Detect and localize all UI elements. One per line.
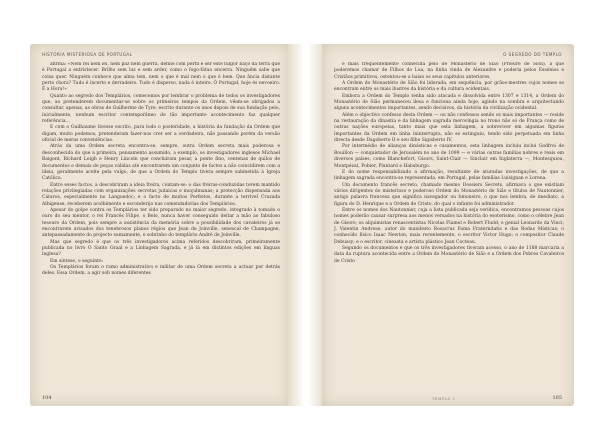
paragraph: E com o Guilhaume tivesse escrito, para todo o posteridade, a história da fundação da Ordem que digam, muito podemos, pretenderam fazer-nos crer ser a verdadeira, não passando porém da versão oficial de meras conveniências. (42, 125, 280, 144)
paragraph: Um documento francês secreto, chamado mesmo Dossiers Secrets, afirmava o que existiam vários dirigentes do misterioso e poderoso Ordem do Monastério de Sião e títulos de Nautonnier, antigo palavra francesa que significa navegador ou timoneiro, o que nos lembra, de imediato, a figura do D. Henrique e a Ordem de Cristo, do qual o infante foi administrador. (334, 182, 564, 207)
book-gutter (288, 44, 324, 406)
right-running-head: O SEGREDO DO TEMPLO (503, 52, 562, 57)
right-page (322, 44, 574, 406)
paragraph: A Ordem do Monastério de Sião foi liderada, em sequência, por grãos-mestres cujos nomes se encontram entre os mais ilustres da história e da cultura ocidentais. (334, 81, 564, 93)
paragraph: Por intermédio de alianças dinásticas e casamentos, esta linhagem incluiu inclui Godfroi de Bouillon — conquistador de Jerusalém no ano de 1099 — e várias outras famílias nobres e reais em diversos países, como Blanchefort, Gisors, Saint-Clair — Sinclair em Inglaterra —, Montesquiou, Montpézat, Pobier, Plantard e Habsburgo. (334, 144, 564, 169)
paragraph: Entre esses factos, a descobriram a ideia freira, contam-se: o das freiras-conduzidas terem mantido relações privilegiadas com organizações secretas judaicas e muçulmanas; a protecção dispensada aos Cátaros, especialmente no Languedoc; e o facto de muitos Perfeitos, durante a terrível Cruzada Albigense, receberem acolhimento e esconderijo nas comendadorias dos Templários. (42, 182, 280, 207)
left-running-head: HISTÓRIA MISTERIOSA DE PORTUGAL (42, 52, 133, 57)
paragraph: Atrás da uma Ordem secreta encontra-se, sempre, outra Ordem secreta mais poderosa e desconhecida do que a primeira, pensamento assumido, a exemplo, os investigadores ingleses Michael Baigent, Richard Leigh e Henry Lincoln que concluíram pesar, a ponte fino, centenas de quilos de documentos e demais de peças válidas até encontrarem um conjunto de factos a não coincidirem com a ideia, geralmente aceite pela vulgo, de que a Ordem do Templo tivera sempre submetida à Igreja Católica. (42, 144, 280, 182)
folio-mark: TEMPLO 2 (432, 397, 456, 401)
right-page-number: 105 (552, 395, 562, 401)
left-page-number: 104 (42, 395, 52, 401)
paragraph: Mas que segredo é que os três investigadores acima referidos descobriram, primeiramente publicada no livro O Santo Graal e a Linhagem Sagrada, e já lá em distintos edições em línguas inglesa? (42, 239, 280, 258)
paragraph: e mais frequentemente conhecida pelo de Monastério de Sião (Prieuré de Sion), a que poderemos chamar de Filhos do Lua, na linha vinda de Alexandre e poderia pelos Essénios e Cristãos primitivos, ostentou-se a baixo os seus capítulos anteriores. (334, 62, 564, 80)
paragraph: Embora a Ordem do Templo tenha sido atacada e dissolvida entre 1307 e 1314, a Ordem do Monastério de Sião permaneceu ilesa e funciona ainda hoje, agindo na sombra e arquitectando alguns acontecimentos importantes, sendo decisivos, da história da civilização ocidental. (334, 93, 564, 112)
right-page-text (334, 62, 564, 390)
paragraph: afirma: «Nem rei nem lei, nem paz nem guerra, define com perfil e ser este fulgor baço da terra que é Portugal a entristecer. Brilho sem luz e sem arder, como o fogo-fátuo encerra. Ninguém sabe que coisa quer. Ninguém conhece que alma tem, nem o que é mal nem o que é bem. Que ância distante perto chora? Tudo é incerto e derradeiro. Tudo é disperso, nada é inteiro. Ó Portugal, hoje és nevoeiro. É a Hora!» (42, 62, 280, 93)
paragraph: Entre os nomes dos Nautonnier, cuja a lista publicada seja verídica, encontramos pessoas cujos nomes poderão causar surpresa aos menos versados na história do esoterismo, como o célebre Jean de Gisors; os alquimistas renascentistas Nicolas Flamel e Robert Fludd; o genial Leonardo da Vinci; J. Valentin Andreae, autor do manifesto Rosacruz Fama Fraternitatis e das Bodas Místicas; o conhecido físico Isaac Newton; mais recentemente, o escritor Victor Hugo; o compositor Claude Debussy; e o escritor, cineasta e artista plástico Jean Cocteau. (334, 207, 564, 245)
paragraph: Os Templários foram o ramo administrativo e militar de uma Ordem secreta a actuar por detrás deles. Essa Ordem, a agir sob nomes diferentes (42, 265, 280, 277)
paragraph: Segundo os documentos e que os três investigadores tiveram acesso, o ano de 1188 marcaria a data da ruptura acontecida entre a Ordem do Monastério de Sião e a Ordem dos Pobres Cavaleiros de Cristo (334, 245, 564, 264)
paragraph: Em síntese, o seguinte: (50, 258, 104, 264)
paragraph: Quanto ao segredo dos Templários, comecemos por lembrar o problema de todos os investigadores que, ao pretenderem documentar-se sobre os primeiros tempos da Ordem, vêem-se obrigados a consultar, apenas, as obras de Guilherme de Tyre, escrito durante os anos depois de sua fundação pelo, inicialmente, nenhum escritor contemporâneo de tão importante acontecimento faz qualquer referência... (42, 93, 280, 125)
left-page-text (42, 62, 280, 390)
paragraph: Além o objectivo confesso desta Ordem — ou não confessos sendo os mais importantes — reside na restauração da dinastia e da linhagem sagrada merovíngia no trono não só de França como de outras nações europeias, tanto mais que esta linhagem, a sobreviver em algumas figuras importantes da Ordem em linha ininterrupta, não se extinguiu, tendo sido perpetuada em linha directa desde Dagoberto II e seu filho Sigisberto IV. (334, 112, 564, 144)
left-page (30, 44, 290, 406)
paragraph: Apesar do golpe contra os Templários ter sido preparado no maior segredo, integrado à tomado o ouro do seu mentor, o rei Francês Filipe, o Belo, nunca haver conseguido deitar a mão ao fabuloso tesouro da Ordem, pois sempre a assistência da memória sobre a possibilidade dos cavaleiros já se encontrarem avisados dos tenebrosos planos régios que Jean de Joinville, senescal de Champagne, antepassadamente do projecto sumamente, e sobrinho do templário André de Joinville. (42, 207, 280, 239)
paragraph: E do nome responsabilizado a afirmação, resultante de aturadas investigações, de que a linhagem sagrada encontra-se representada, em Portugal, pelas famílias Luísignan e Lorena. (334, 169, 564, 182)
